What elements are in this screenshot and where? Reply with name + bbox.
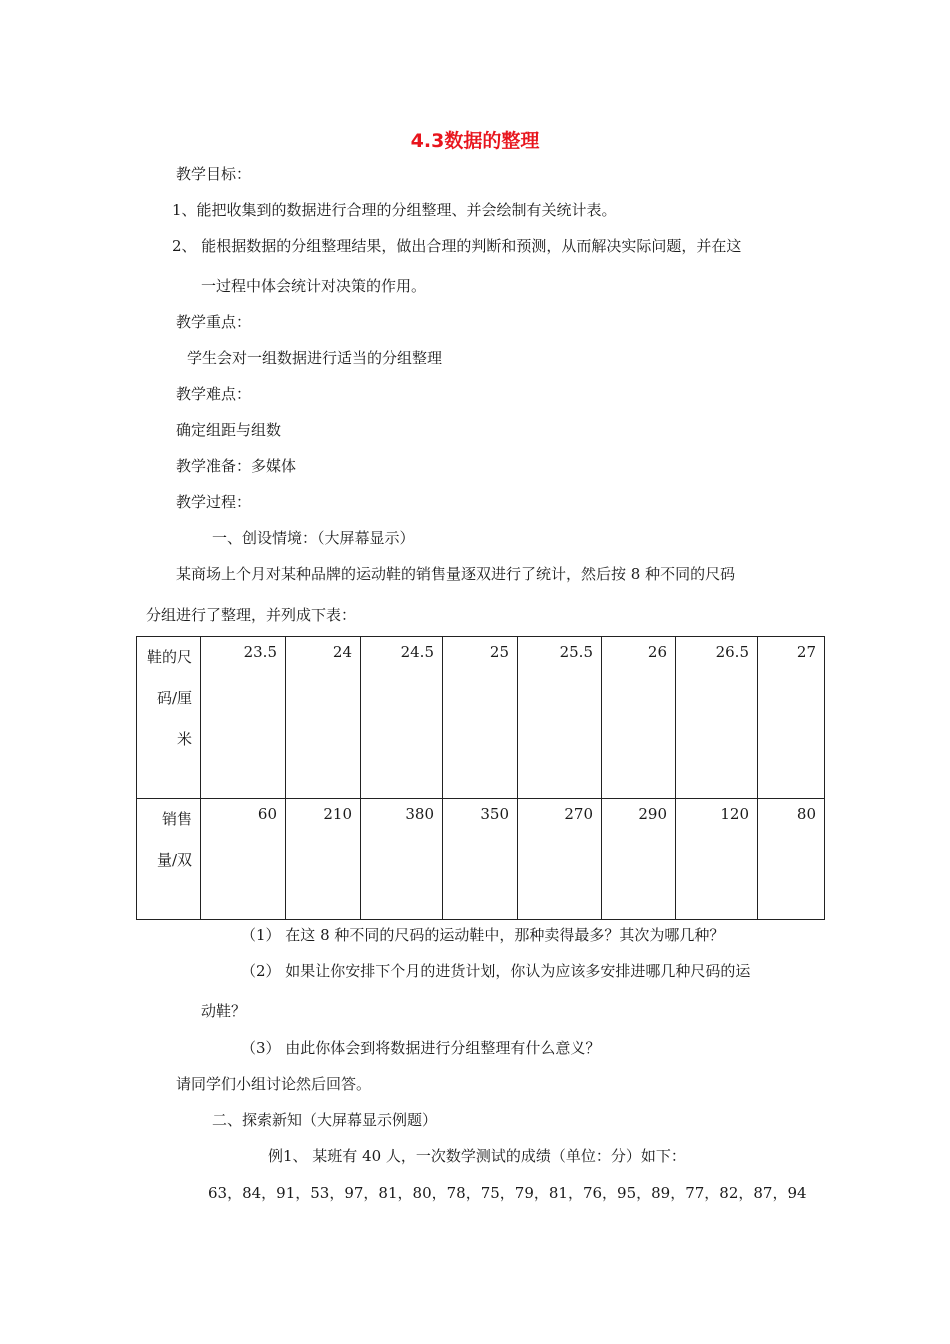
section1-heading: 一、创设情境：（大屏幕显示）	[212, 529, 415, 547]
shoe-sales-table	[136, 636, 825, 920]
sales-cell: 270	[518, 799, 602, 920]
sales-cell: 60	[201, 799, 286, 920]
size-cell: 23.5	[201, 637, 286, 799]
size-row-label: 鞋的尺码/厘米	[137, 637, 201, 799]
size-cell: 25.5	[518, 637, 602, 799]
preparation: 教学准备：多媒体	[176, 457, 297, 475]
question-2-line2: 动鞋？	[201, 1002, 247, 1020]
sales-cell: 120	[676, 799, 758, 920]
question-1: （1） 在这 8 种不同的尺码的运动鞋中，那种卖得最多？其次为哪几种？	[241, 926, 725, 944]
question-3: （3） 由此你体会到将数据进行分组整理有什么意义？	[241, 1039, 601, 1057]
size-row	[137, 637, 825, 799]
question-2-line1: （2） 如果让你安排下个月的进货计划，你认为应该多安排进哪几种尺码的运	[241, 962, 751, 980]
sales-cell: 290	[602, 799, 676, 920]
size-cell: 26	[602, 637, 676, 799]
size-cell: 24	[286, 637, 361, 799]
difficulties: 确定组距与组数	[176, 421, 282, 439]
example-1: 例1、 某班有 40 人，一次数学测试的成绩（单位：分）如下：	[268, 1147, 686, 1165]
size-cell: 24.5	[361, 637, 443, 799]
scores-line: 63，84，91，53，97，81，80，78，75，79，81，76，95，89，77，82，87，94	[208, 1184, 807, 1202]
size-cell: 25	[443, 637, 518, 799]
key-points-heading: 教学重点：	[176, 313, 252, 331]
process-heading: 教学过程：	[176, 493, 252, 511]
sales-row	[137, 799, 825, 920]
objectives-heading: 教学目标：	[176, 165, 252, 183]
size-cell: 27	[758, 637, 825, 799]
objective-1: 1、能把收集到的数据进行合理的分组整理、并会绘制有关统计表。	[172, 201, 617, 219]
scenario-line1: 某商场上个月对某种品牌的运动鞋的销售量逐双进行了统计，然后按 8 种不同的尺码	[176, 565, 736, 583]
difficulties-heading: 教学难点：	[176, 385, 252, 403]
discussion-prompt: 请同学们小组讨论然后回答。	[176, 1075, 372, 1093]
sales-cell: 350	[443, 799, 518, 920]
scenario-line2: 分组进行了整理，并列成下表：	[146, 606, 357, 624]
sales-cell: 380	[361, 799, 443, 920]
key-points: 学生会对一组数据进行适当的分组整理	[187, 349, 443, 367]
sales-cell: 80	[758, 799, 825, 920]
section2-heading: 二、探索新知（大屏幕显示例题）	[212, 1111, 438, 1129]
sales-cell: 210	[286, 799, 361, 920]
page-title: 4.3数据的整理	[410, 130, 540, 152]
objective-2-line1: 2、 能根据数据的分组整理结果，做出合理的判断和预测，从而解决实际问题，并在这	[172, 237, 742, 255]
sales-row-label: 销售量/双	[137, 799, 201, 920]
size-cell: 26.5	[676, 637, 758, 799]
objective-2-line2: 一过程中体会统计对决策的作用。	[201, 277, 427, 295]
